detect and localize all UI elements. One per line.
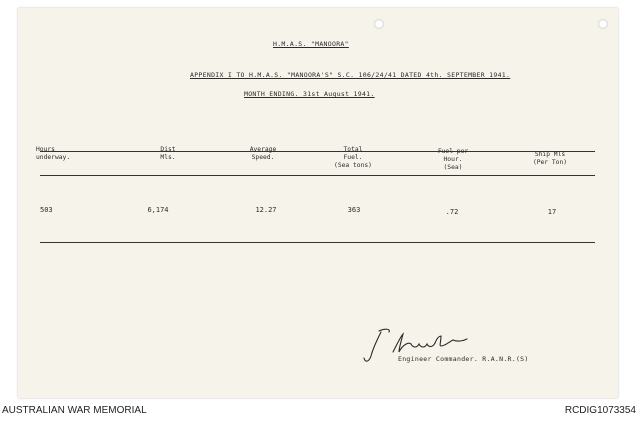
col-header-speed-line1: Average <box>249 146 277 153</box>
value-total-fuel: 363 <box>347 206 361 214</box>
punch-hole-left <box>374 19 384 29</box>
ship-title: H.M.A.S. "MANOORA" <box>273 40 349 48</box>
value-dist: 6,174 <box>147 206 169 214</box>
value-hours: 503 <box>40 206 53 214</box>
col-header-total-fuel-line2: Fuel. <box>343 154 363 161</box>
table-header-rule <box>40 175 595 176</box>
col-header-speed <box>233 146 293 162</box>
footer-left-credit: AUSTRALIAN WAR MEMORIAL <box>2 405 147 416</box>
punch-hole-right <box>598 19 608 29</box>
document-page <box>18 8 618 398</box>
col-header-total-fuel-line1: Total <box>343 146 363 153</box>
footer-right-id: RCDIG1073354 <box>564 405 636 416</box>
col-header-total-fuel <box>323 146 383 170</box>
signatory-title: Engineer Commander. R.A.N.R.(S) <box>398 355 529 363</box>
col-header-dist-line1: Dist <box>160 146 176 153</box>
value-ship-mls: 17 <box>547 208 557 216</box>
col-header-hours-line2: underway. <box>36 154 71 161</box>
col-header-ship-mls-line2: (Per Ton) <box>532 159 568 166</box>
col-header-fuel-per-hour-line1: Fuel per <box>437 148 469 155</box>
table-bottom-rule <box>40 242 595 243</box>
value-speed: 12.27 <box>255 206 277 214</box>
col-header-speed-line2: Speed. <box>251 154 275 161</box>
table-top-rule <box>40 151 595 152</box>
col-header-ship-mls <box>520 151 580 167</box>
col-header-fuel-per-hour-line3: (Sea) <box>443 164 463 171</box>
month-ending-line: MONTH ENDING. 31st August 1941. <box>244 90 375 98</box>
col-header-ship-mls-line1: Ship Mls <box>534 151 566 158</box>
appendix-line: APPENDIX I TO H.M.A.S. "MANOORA'S" S.C. 106/24/41 DATED 4th. SEPTEMBER 1941. <box>190 71 511 79</box>
col-header-dist <box>138 146 198 162</box>
col-header-fuel-per-hour <box>423 148 483 172</box>
col-header-dist-line2: Mls. <box>160 154 176 161</box>
col-header-hours <box>36 146 96 162</box>
col-header-fuel-per-hour-line2: Hour. <box>443 156 463 163</box>
col-header-hours-line1: Hours <box>36 146 55 153</box>
col-header-total-fuel-line3: (Sea tons) <box>334 162 372 169</box>
value-fuel-per-hour: .72 <box>445 208 459 216</box>
